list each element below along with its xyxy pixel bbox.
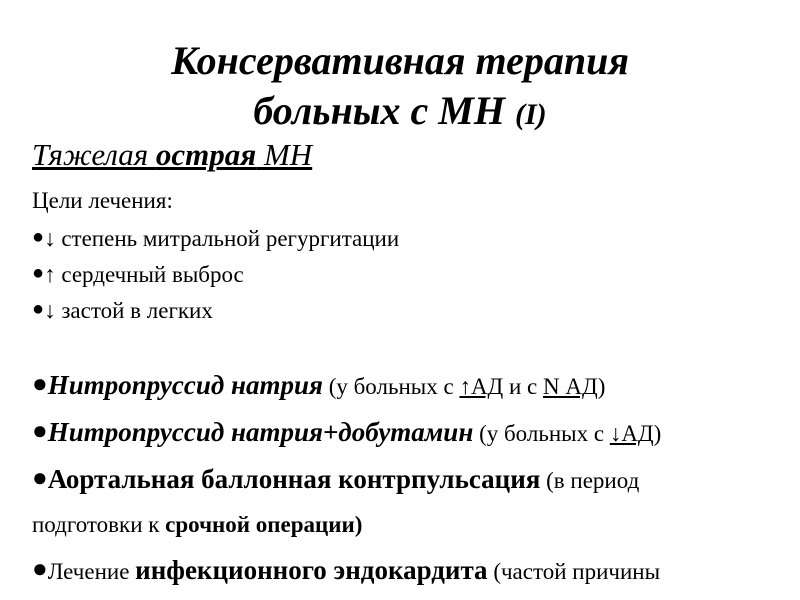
bullet-icon: ● [32,262,45,284]
therapy-item-nitroprusside-dobutamine [32,409,792,456]
bp-high: ↑АД [459,374,504,399]
endocarditis-text: инфекционного эндокардита [135,555,488,585]
subtitle-part-1: Тяжелая [32,137,156,172]
therapy-drug: Нитропруссид натрия [47,370,323,400]
bullet-icon: ● [32,226,45,248]
therapy-item-nitroprusside [32,362,792,409]
therapy-note: и с [503,374,544,399]
section-subtitle [32,135,312,175]
subtitle-part-3: МН [256,137,313,172]
bullet-icon: ● [32,416,48,445]
therapy-note: подготовки к [32,512,166,537]
therapy-drug: Нитропруссид натрия+добутамин [47,417,474,447]
goal-item [32,292,399,328]
therapy-note: ) [653,421,662,446]
bp-low: ↓АД [609,421,654,446]
title-line-1: Консервативная терапия [171,38,629,83]
urgent-surgery: срочной операции) [165,512,363,537]
therapy-item-endocarditis [32,547,792,594]
therapy-list [32,362,792,594]
goals-label: Цели лечения: [32,188,173,213]
bp-normal: N АД [543,374,598,399]
subtitle-part-2: острая [155,137,257,172]
title-suffix: (I) [514,98,547,131]
goal-text: ↓ степень митральной регургитации [44,226,400,251]
therapy-note: (в период [540,468,640,493]
title-line-2-text: больных с МН [253,88,505,133]
therapy-note: (частой причины [487,559,661,584]
goals-list [32,220,399,328]
goal-text: ↑ сердечный выброс [44,262,244,287]
therapy-item-balloon-counterpulsation [32,456,792,503]
therapy-item-balloon-continuation [32,503,792,547]
therapy-note: (у больных с [473,421,610,446]
goal-text: ↓ застой в легких [44,298,213,323]
bullet-icon: ● [32,463,48,492]
therapy-note: (у больных с [322,374,460,399]
therapy-note: Лечение [47,559,136,584]
goal-item [32,220,399,256]
bullet-icon: ● [32,369,48,398]
title-line-2 [0,86,800,140]
therapy-procedure: Аортальная баллонная контрпульсация [47,464,541,494]
goal-item [32,256,399,292]
bullet-icon: ● [32,298,45,320]
bullet-icon: ● [32,554,48,583]
slide-title [0,36,800,140]
therapy-note: ) [597,374,606,399]
